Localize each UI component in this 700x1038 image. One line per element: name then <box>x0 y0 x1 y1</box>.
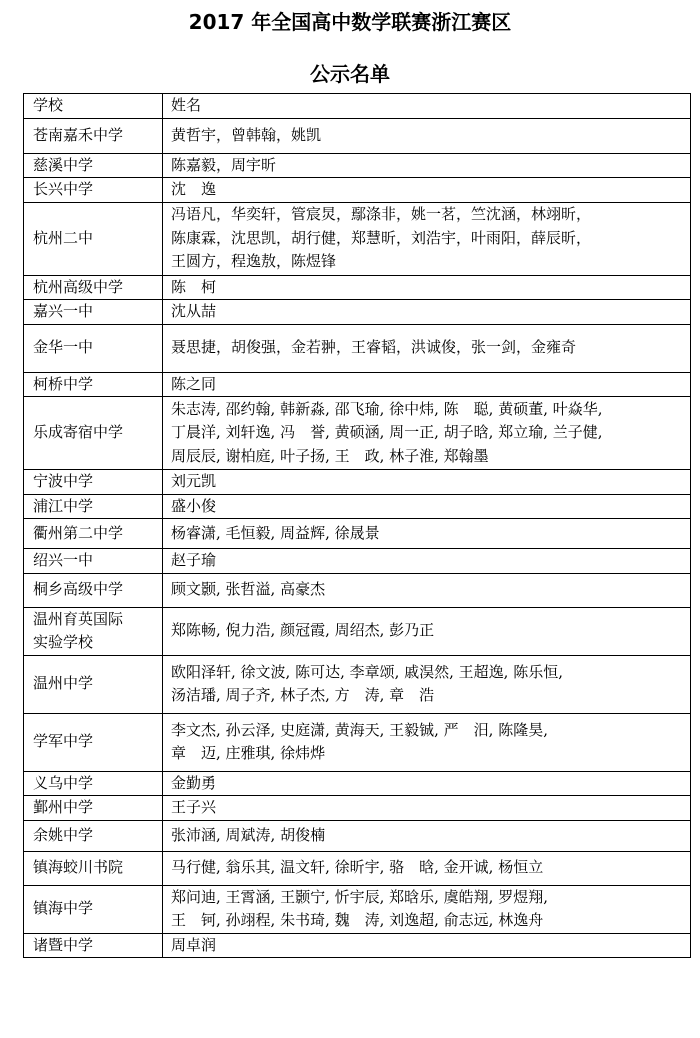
student-names-line: 刘元凯 <box>171 472 217 490</box>
school-cell <box>24 549 163 574</box>
names-cell <box>163 820 691 851</box>
names-cell <box>163 300 691 325</box>
names-cell <box>163 796 691 821</box>
student-names-line: 周卓润 <box>171 935 217 954</box>
table-row <box>24 713 691 771</box>
student-names-line: 陈嘉毅，周宇昕 <box>171 155 277 174</box>
school-name: 学军中学 <box>33 732 94 751</box>
school-name: 鄞州中学 <box>33 798 94 816</box>
roster-table <box>23 93 691 958</box>
roster-table-body <box>24 94 691 958</box>
school-cell <box>24 851 163 885</box>
school-cell <box>24 771 163 796</box>
student-names-line: 周辰辰, 谢柏庭, 叶子扬, 王 政, 林子淮, 郑翰墨 <box>171 446 489 465</box>
school-name: 乐成寄宿中学 <box>33 423 124 442</box>
table-row <box>24 153 691 178</box>
names-cell <box>163 573 691 607</box>
student-names-line: 金勤勇 <box>171 773 217 792</box>
school-name: 衢州第二中学 <box>33 523 124 542</box>
student-names-line: 张沛涵, 周斌涛, 胡俊楠 <box>171 825 326 844</box>
school-name: 实验学校 <box>33 633 94 651</box>
school-name: 嘉兴一中 <box>33 302 94 320</box>
page-title: 2017 年全国高中数学联赛浙江赛区 <box>188 10 512 34</box>
names-cell <box>163 713 691 771</box>
names-cell <box>163 470 691 495</box>
names-cell <box>163 118 691 153</box>
names-cell <box>163 549 691 574</box>
school-name: 长兴中学 <box>33 180 94 198</box>
student-names-line: 沈从喆 <box>171 302 217 320</box>
school-name: 苍南嘉禾中学 <box>33 125 124 144</box>
school-name: 金华一中 <box>33 338 94 357</box>
names-cell <box>163 202 691 275</box>
table-row <box>24 324 691 372</box>
table-row <box>24 275 691 300</box>
school-name: 诸暨中学 <box>33 935 94 954</box>
page-subtitle: 公示名单 <box>310 62 390 86</box>
school-cell <box>24 470 163 495</box>
school-name: 慈溪中学 <box>33 155 94 174</box>
table-row <box>24 820 691 851</box>
school-name: 杭州二中 <box>33 228 94 247</box>
column-header-school: 学校 <box>24 94 163 119</box>
school-cell <box>24 372 163 397</box>
table-row <box>24 796 691 821</box>
table-row <box>24 573 691 607</box>
student-names-line: 黄哲宇，曾韩翰，姚凯 <box>171 125 322 144</box>
student-names-line: 赵子瑜 <box>171 551 217 569</box>
table-row <box>24 851 691 885</box>
school-name: 镇海蛟川书院 <box>33 858 124 877</box>
school-name: 绍兴一中 <box>33 551 94 569</box>
table-row <box>24 494 691 519</box>
student-names-line: 王 钶, 孙翊程, 朱书琦, 魏 涛, 刘逸超, 俞志远, 林逸舟 <box>171 911 544 929</box>
table-row <box>24 885 691 933</box>
names-cell <box>163 607 691 655</box>
school-cell <box>24 397 163 470</box>
names-cell <box>163 397 691 470</box>
student-names-line: 朱志涛, 邵约翰, 韩新淼, 邵飞瑜, 徐中炜, 陈 聪, 黄硕董, 叶焱华, <box>171 399 603 418</box>
student-names-line: 欧阳泽轩, 徐文波, 陈可达, 李章颂, 戚淏然, 王超逸, 陈乐恒, <box>171 662 563 681</box>
school-cell <box>24 820 163 851</box>
school-cell <box>24 519 163 549</box>
student-names-line: 陈 柯 <box>171 277 217 296</box>
table-row <box>24 607 691 655</box>
school-cell <box>24 202 163 275</box>
school-cell <box>24 607 163 655</box>
student-names-line: 汤洁璠, 周子齐, 林子杰, 方 涛, 章 浩 <box>171 686 435 704</box>
school-cell <box>24 494 163 519</box>
school-cell <box>24 713 163 771</box>
school-name: 宁波中学 <box>33 472 94 490</box>
student-names-line: 章 迈, 庄雅琪, 徐炜烨 <box>171 744 326 762</box>
table-row <box>24 519 691 549</box>
names-cell <box>163 178 691 203</box>
school-name: 义乌中学 <box>33 773 94 792</box>
column-header-names: 姓名 <box>163 94 691 119</box>
table-row <box>24 470 691 495</box>
names-cell <box>163 851 691 885</box>
names-cell <box>163 519 691 549</box>
school-cell <box>24 300 163 325</box>
table-header-row <box>24 94 691 119</box>
table-row <box>24 372 691 397</box>
names-cell <box>163 275 691 300</box>
student-names-line: 丁晨洋, 刘轩逸, 冯 誉, 黄硕涵, 周一正, 胡子晗, 郑立瑜, 兰子健, <box>171 423 603 442</box>
table-row <box>24 118 691 153</box>
school-cell <box>24 153 163 178</box>
names-cell <box>163 153 691 178</box>
names-cell <box>163 885 691 933</box>
school-name: 温州育英国际 <box>33 609 124 628</box>
school-name: 杭州高级中学 <box>33 277 124 296</box>
table-row <box>24 549 691 574</box>
school-cell <box>24 178 163 203</box>
student-names-line: 王子兴 <box>171 798 217 816</box>
school-cell <box>24 324 163 372</box>
school-name: 浦江中学 <box>33 496 94 515</box>
school-name: 镇海中学 <box>33 899 94 918</box>
student-names-line: 王圆方，程逸敖，陈煜锋 <box>171 252 337 271</box>
names-cell <box>163 494 691 519</box>
student-names-line: 马行健, 翁乐其, 温文轩, 徐昕宇, 骆 晗, 金开诚, 杨恒立 <box>171 858 544 877</box>
names-cell <box>163 771 691 796</box>
student-names-line: 陈康霖，沈思凯，胡行健，郑慧昕，刘浩宇，叶雨阳，薛辰昕， <box>171 228 592 247</box>
student-names-line: 沈 逸 <box>171 180 217 198</box>
student-names-line: 冯语凡，华奕轩，管宸炅，鄢涤非，姚一茗，竺沈涵，林翊昕， <box>171 205 592 224</box>
school-cell <box>24 275 163 300</box>
school-name: 温州中学 <box>33 674 94 693</box>
names-cell <box>163 933 691 958</box>
student-names-line: 陈之同 <box>171 374 217 393</box>
school-cell <box>24 655 163 713</box>
school-cell <box>24 933 163 958</box>
table-row <box>24 771 691 796</box>
student-names-line: 李文杰, 孙云泽, 史庭潇, 黄海天, 王毅铖, 严 汨, 陈隆昊, <box>171 720 548 739</box>
student-names-line: 聂思捷，胡俊强，金若翀，王睿韬，洪诚俊，张一剑，金雍奇 <box>171 338 577 357</box>
student-names-line: 郑问迪, 王霄涵, 王颢宁, 忻宇辰, 郑晗乐, 虞皓翔, 罗煜翔, <box>171 887 548 906</box>
school-cell <box>24 118 163 153</box>
school-cell <box>24 885 163 933</box>
table-row <box>24 655 691 713</box>
student-names-line: 郑陈畅, 倪力浩, 颜冠霞, 周绍杰, 彭乃正 <box>171 621 435 640</box>
table-row <box>24 933 691 958</box>
table-row <box>24 202 691 275</box>
school-name: 柯桥中学 <box>33 374 94 393</box>
names-cell <box>163 324 691 372</box>
table-row <box>24 178 691 203</box>
school-cell <box>24 573 163 607</box>
names-cell <box>163 655 691 713</box>
school-name: 桐乡高级中学 <box>33 580 124 599</box>
student-names-line: 杨睿潇, 毛恒毅, 周益辉, 徐晟景 <box>171 523 380 542</box>
names-cell <box>163 372 691 397</box>
table-row <box>24 397 691 470</box>
student-names-line: 顾文颢, 张哲溢, 高豪杰 <box>171 580 326 599</box>
school-name: 余姚中学 <box>33 825 94 844</box>
school-cell <box>24 796 163 821</box>
student-names-line: 盛小俊 <box>171 496 217 515</box>
table-row <box>24 300 691 325</box>
